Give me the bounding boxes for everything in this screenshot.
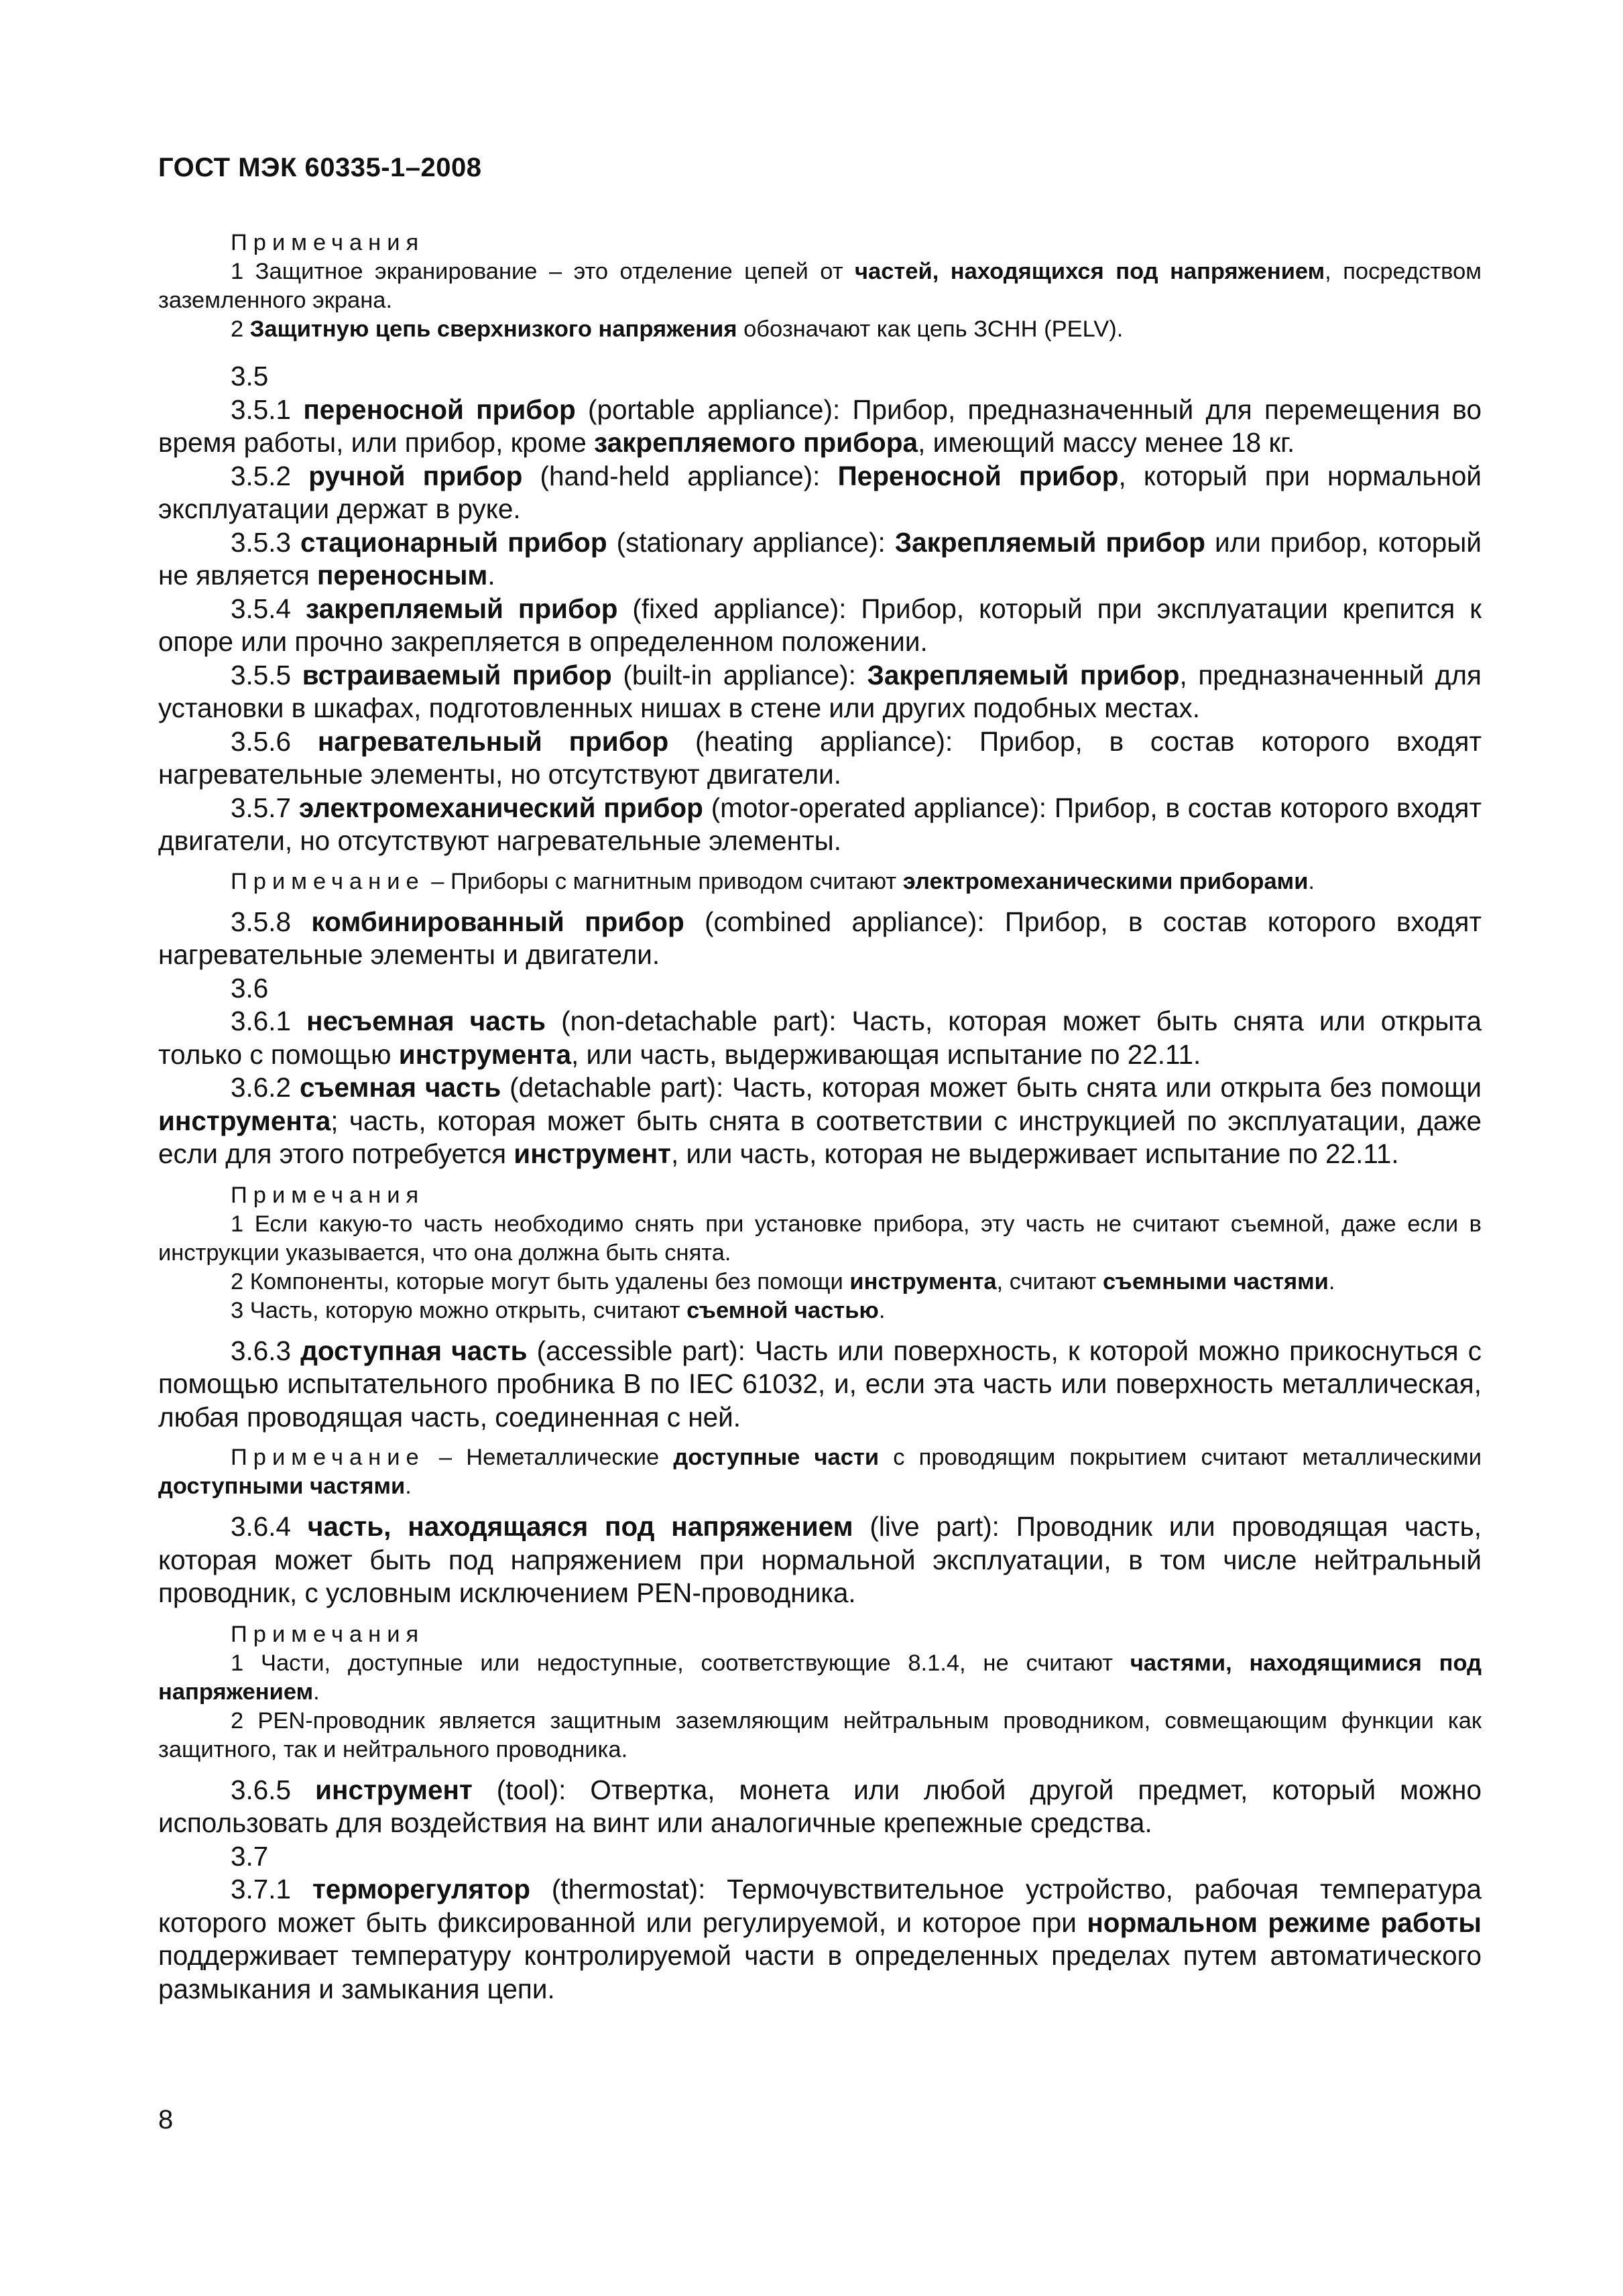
note-item: 2 Компоненты, которые могут быть удалены без помощи инструмента, считают съемными частями.: [231, 1268, 1335, 1294]
notes-heading: Примечания: [231, 230, 425, 255]
definition-3-6-3: 3.6.3 доступная часть (accessible part): Часть или поверхность, к которой можно прикоснуться с помощью испытательного пробника В по IEC 61032, и, если эта часть или поверхность металлическая, любая проводящая часть, соединенная с ней.: [158, 1335, 1482, 1433]
definition-3-5-2: 3.5.2 ручной прибор (hand-held appliance): Переносной прибор, который при нормальной эксплуатации держат в руке.: [158, 460, 1482, 524]
note-item: 2 PEN-проводник является защитным заземляющим нейтральным проводником, совмещающим функции как защитного, так и нейтрального проводника.: [158, 1707, 1482, 1762]
note-item: 3 Часть, которую можно открыть, считают съемной частью.: [231, 1297, 886, 1323]
notes-heading: Примечания: [231, 1182, 425, 1208]
definition-3-5-6: 3.5.6 нагревательный прибор (heating appliance): Прибор, в состав которого входят нагревательные элементы, но отсутствуют двигатели.: [158, 725, 1482, 790]
definition-3-5-1: 3.5.1 переносной прибор (portable appliance): Прибор, предназначенный для перемещения во время работы, или прибор, кроме закрепляемого прибора, имеющий массу менее 18 кг.: [158, 394, 1482, 458]
definition-3-5-5: 3.5.5 встраиваемый прибор (built-in appliance): Закрепляемый прибор, предназначенный для установки в шкафах, подготовленных нишах в стене или других подобных местах.: [158, 659, 1482, 723]
document-body: [158, 228, 1482, 2006]
document-header: ГОСТ МЭК 60335-1–2008: [158, 153, 482, 182]
note-item: 1 Если какую-то часть необходимо снять при установке прибора, эту часть не считают съемной, даже если в инструкции указывается, что она должна быть снята.: [158, 1211, 1482, 1266]
note-3-5-7: Примечание – Приборы с магнитным приводом считают электромеханическими приборами.: [231, 868, 1315, 894]
note-item: 1 Защитное экранирование – это отделение цепей от частей, находящихся под напряжением, посредством заземленного экрана.: [158, 259, 1482, 313]
definition-3-5-4: 3.5.4 закрепляемый прибор (fixed appliance): Прибор, который при эксплуатации крепится к опоре или прочно закрепляется в определенном положении.: [158, 593, 1482, 657]
definition-3-5-7: 3.5.7 электромеханический прибор (motor-operated appliance): Прибор, в состав которого входят двигатели, но отсутствуют нагревательные элементы.: [158, 792, 1482, 856]
note-item: 1 Части, доступные или недоступные, соответствующие 8.1.4, не считают частями, находящимися под напряжением.: [158, 1650, 1482, 1705]
section-number: 3.6: [231, 972, 269, 1004]
section-number: 3.5: [231, 361, 269, 391]
definition-3-5-3: 3.5.3 стационарный прибор (stationary appliance): Закрепляемый прибор или прибор, который не является переносным.: [158, 526, 1482, 591]
notes-heading: Примечания: [231, 1621, 425, 1647]
definition-3-5-8: 3.5.8 комбинированный прибор (combined appliance): Прибор, в состав которого входят нагревательные элементы и двигатели.: [158, 906, 1482, 970]
note-item: 2 Защитную цепь сверхнизкого напряжения обозначают как цепь ЗСНН (PELV).: [231, 316, 1124, 342]
definition-3-6-4: 3.6.4 часть, находящаяся под напряжением (live part): Проводник или проводящая часть, которая может быть под напряжением при нормальной эксплуатации, в том числе нейтральный проводник, с условным исключением PEN-проводника.: [158, 1511, 1482, 1608]
note-3-6-3: Примечание – Неметаллические доступные части с проводящим покрытием считают металлическими доступными частями.: [158, 1445, 1482, 1499]
definition-3-6-2: 3.6.2 съемная часть (detachable part): Часть, которая может быть снята или открыта без помощи инструмента; часть, которая может быть снята в соответствии с инструкцией по эксплуатации, даже если для этого потребуется инструмент, или часть, которая не выдерживает испытание по 22.11.: [158, 1072, 1482, 1169]
definition-3-6-5: 3.6.5 инструмент (tool): Отвертка, монета или любой другой предмет, который можно использовать для воздействия на винт или аналогичные крепежные средства.: [158, 1774, 1482, 1838]
definition-3-7-1: 3.7.1 терморегулятор (thermostat): Термочувствительное устройство, рабочая температура которого может быть фиксированной или регулируемой, и которое при нормальном режиме работы поддерживает температуру контролируемой части в определенных пределах путем автоматического размыкания и замыкания цепи.: [158, 1874, 1482, 2004]
section-number: 3.7: [231, 1840, 269, 1872]
definition-3-6-1: 3.6.1 несъемная часть (non-detachable part): Часть, которая может быть снята или открыта только с помощью инструмента, или часть, выдерживающая испытание по 22.11.: [158, 1006, 1482, 1070]
page-number: 8: [158, 2105, 174, 2134]
